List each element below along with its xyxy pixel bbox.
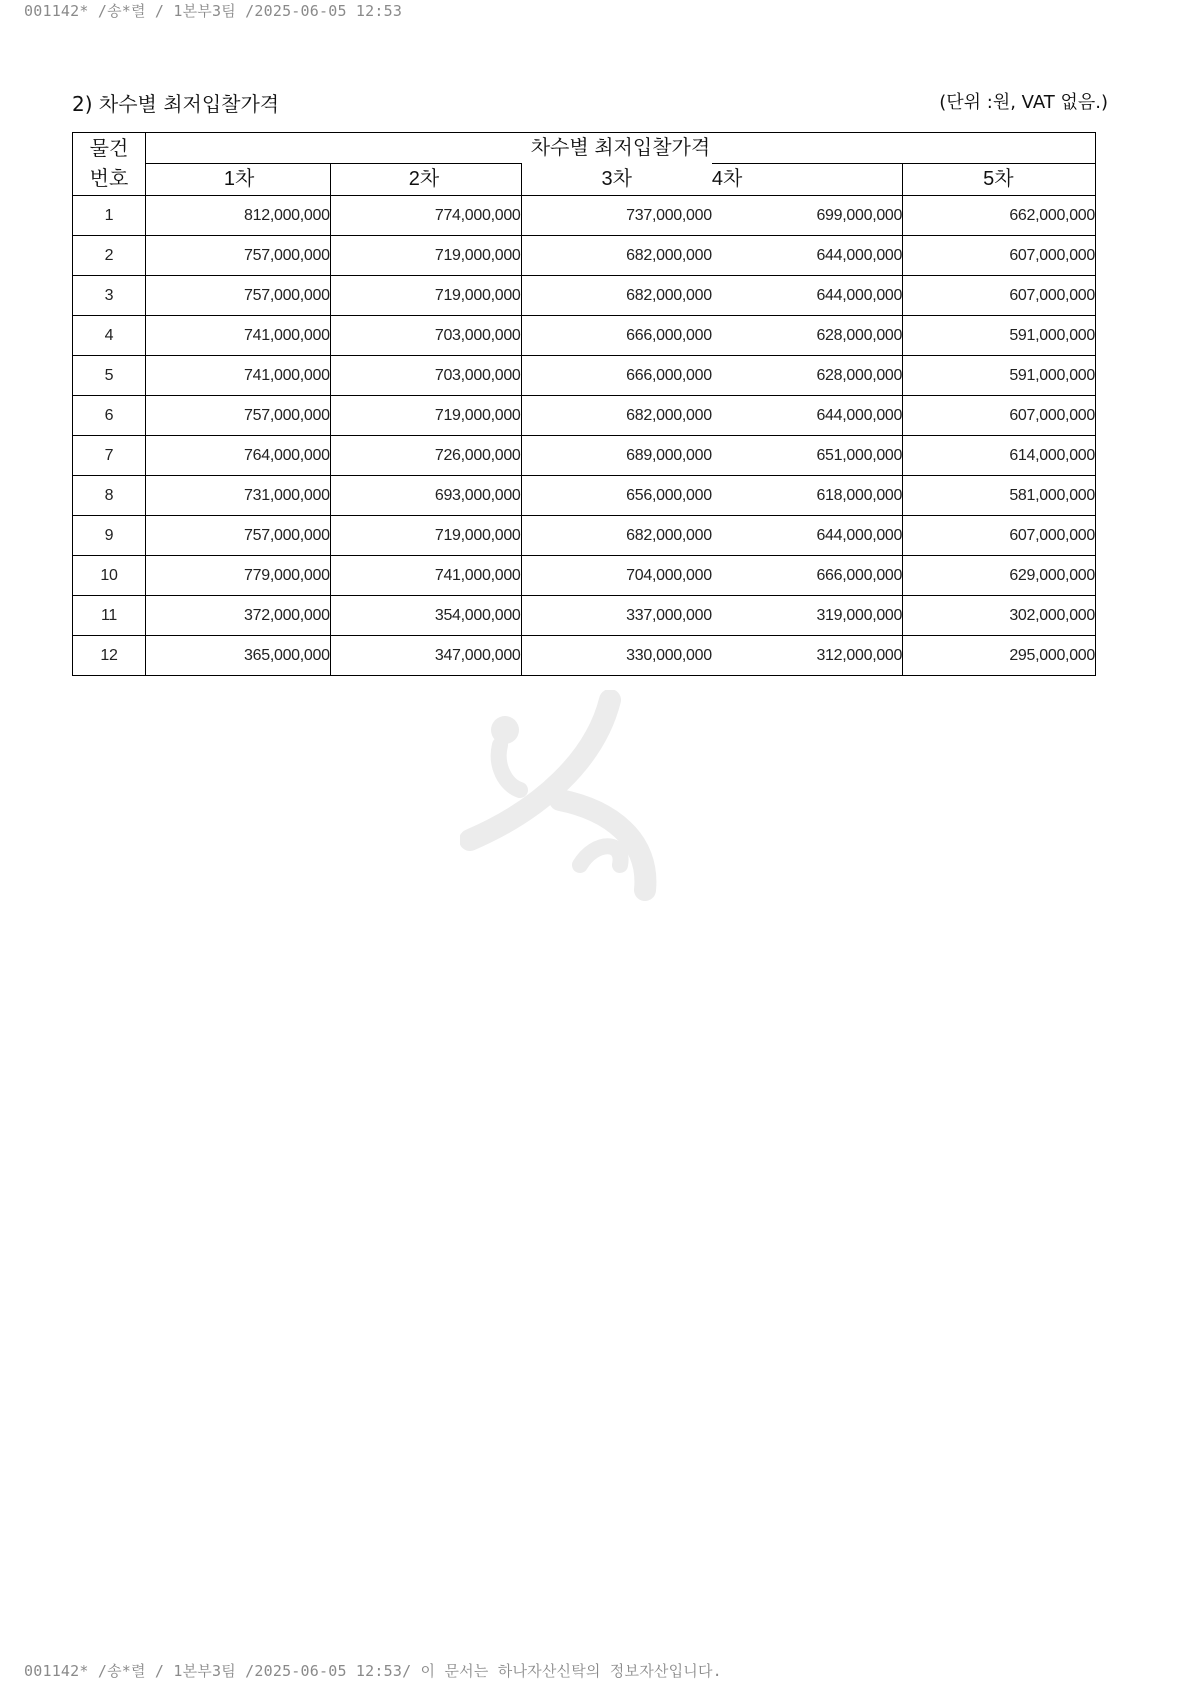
price-cell-round-2: 703,000,000	[330, 356, 521, 396]
price-cell-round-1: 741,000,000	[145, 356, 330, 396]
price-cell-round-5: 662,000,000	[903, 196, 1096, 236]
price-cell-round-3: 666,000,000	[521, 316, 712, 356]
price-cell-round-3: 737,000,000	[521, 196, 712, 236]
round-header-row	[73, 164, 1096, 196]
price-cell-round-1: 741,000,000	[145, 316, 330, 356]
table-row	[73, 276, 1096, 316]
price-cell-round-4: 666,000,000	[712, 556, 903, 596]
table-row	[73, 236, 1096, 276]
price-cell-round-2: 719,000,000	[330, 396, 521, 436]
print-stamp-bottom: 001142* /송*렬 / 1본부3팀 /2025-06-05 12:53/ 이 문서는 하나자산신탁의 정보자산입니다.	[24, 1662, 722, 1680]
item-number-cell: 11	[73, 596, 146, 636]
item-number-cell: 5	[73, 356, 146, 396]
table-row	[73, 516, 1096, 556]
price-cell-round-5: 614,000,000	[903, 436, 1096, 476]
price-cell-round-1: 757,000,000	[145, 236, 330, 276]
price-cell-round-1: 731,000,000	[145, 476, 330, 516]
price-cell-round-3: 682,000,000	[521, 516, 712, 556]
item-number-cell: 2	[73, 236, 146, 276]
price-cell-round-2: 719,000,000	[330, 276, 521, 316]
price-cell-round-5: 591,000,000	[903, 316, 1096, 356]
table-row	[73, 396, 1096, 436]
price-cell-round-4: 644,000,000	[712, 236, 903, 276]
price-cell-round-3: 682,000,000	[521, 276, 712, 316]
table-header-row	[73, 133, 1096, 164]
price-cell-round-2: 347,000,000	[330, 636, 521, 676]
price-cell-round-4: 618,000,000	[712, 476, 903, 516]
table-row	[73, 316, 1096, 356]
item-number-header	[73, 133, 146, 196]
price-cell-round-4: 628,000,000	[712, 356, 903, 396]
price-cell-round-1: 757,000,000	[145, 276, 330, 316]
item-header-line1: 물건	[89, 138, 129, 160]
price-cell-round-4: 644,000,000	[712, 516, 903, 556]
price-cell-round-2: 774,000,000	[330, 196, 521, 236]
price-cell-round-4: 644,000,000	[712, 276, 903, 316]
table-row	[73, 196, 1096, 236]
price-cell-round-2: 719,000,000	[330, 236, 521, 276]
item-number-cell: 1	[73, 196, 146, 236]
price-cell-round-4: 312,000,000	[712, 636, 903, 676]
item-number-cell: 12	[73, 636, 146, 676]
price-cell-round-1: 372,000,000	[145, 596, 330, 636]
price-cell-round-1: 812,000,000	[145, 196, 330, 236]
item-header-line2: 번호	[89, 168, 129, 190]
price-cell-round-4: 699,000,000	[712, 196, 903, 236]
price-cell-round-2: 726,000,000	[330, 436, 521, 476]
price-cell-round-1: 365,000,000	[145, 636, 330, 676]
price-cell-round-5: 607,000,000	[903, 276, 1096, 316]
table-row	[73, 636, 1096, 676]
price-cell-round-1: 757,000,000	[145, 516, 330, 556]
table-body	[73, 196, 1096, 676]
price-cell-round-5: 607,000,000	[903, 236, 1096, 276]
item-number-cell: 7	[73, 436, 146, 476]
price-cell-round-2: 354,000,000	[330, 596, 521, 636]
round-header-4: 4차	[712, 164, 903, 196]
price-cell-round-5: 607,000,000	[903, 516, 1096, 556]
price-cell-round-5: 629,000,000	[903, 556, 1096, 596]
round-group-header: 차수별 최저입찰가격	[145, 133, 1095, 164]
item-number-cell: 9	[73, 516, 146, 556]
price-cell-round-2: 741,000,000	[330, 556, 521, 596]
price-cell-round-2: 693,000,000	[330, 476, 521, 516]
price-cell-round-2: 719,000,000	[330, 516, 521, 556]
price-cell-round-3: 330,000,000	[521, 636, 712, 676]
price-cell-round-1: 779,000,000	[145, 556, 330, 596]
price-cell-round-4: 644,000,000	[712, 396, 903, 436]
price-cell-round-5: 295,000,000	[903, 636, 1096, 676]
table-row	[73, 596, 1096, 636]
minimum-bid-price-table	[72, 132, 1096, 676]
section-title: 2) 차수별 최저입찰가격	[72, 92, 280, 116]
price-cell-round-4: 319,000,000	[712, 596, 903, 636]
price-cell-round-4: 628,000,000	[712, 316, 903, 356]
company-logo-watermark-icon	[460, 690, 700, 930]
item-number-cell: 3	[73, 276, 146, 316]
table-row	[73, 356, 1096, 396]
price-cell-round-5: 302,000,000	[903, 596, 1096, 636]
price-cell-round-1: 764,000,000	[145, 436, 330, 476]
round-header-2: 2차	[330, 164, 521, 196]
price-cell-round-5: 607,000,000	[903, 396, 1096, 436]
price-cell-round-4: 651,000,000	[712, 436, 903, 476]
table-row	[73, 556, 1096, 596]
price-cell-round-3: 689,000,000	[521, 436, 712, 476]
price-cell-round-3: 656,000,000	[521, 476, 712, 516]
round-header-1: 1차	[145, 164, 330, 196]
price-cell-round-5: 581,000,000	[903, 476, 1096, 516]
round-header-5: 5차	[903, 164, 1096, 196]
price-cell-round-3: 666,000,000	[521, 356, 712, 396]
price-cell-round-3: 337,000,000	[521, 596, 712, 636]
price-cell-round-3: 682,000,000	[521, 236, 712, 276]
price-cell-round-1: 757,000,000	[145, 396, 330, 436]
table-row	[73, 476, 1096, 516]
price-cell-round-2: 703,000,000	[330, 316, 521, 356]
item-number-cell: 6	[73, 396, 146, 436]
section-header	[72, 88, 1108, 118]
table-row	[73, 436, 1096, 476]
unit-note: (단위 :원, VAT 없음.)	[939, 92, 1108, 113]
price-cell-round-5: 591,000,000	[903, 356, 1096, 396]
price-cell-round-3: 704,000,000	[521, 556, 712, 596]
item-number-cell: 8	[73, 476, 146, 516]
item-number-cell: 10	[73, 556, 146, 596]
round-header-3: 3차	[521, 164, 712, 196]
item-number-cell: 4	[73, 316, 146, 356]
print-stamp-top: 001142* /송*렬 / 1본부3팀 /2025-06-05 12:53	[24, 2, 403, 20]
price-cell-round-3: 682,000,000	[521, 396, 712, 436]
